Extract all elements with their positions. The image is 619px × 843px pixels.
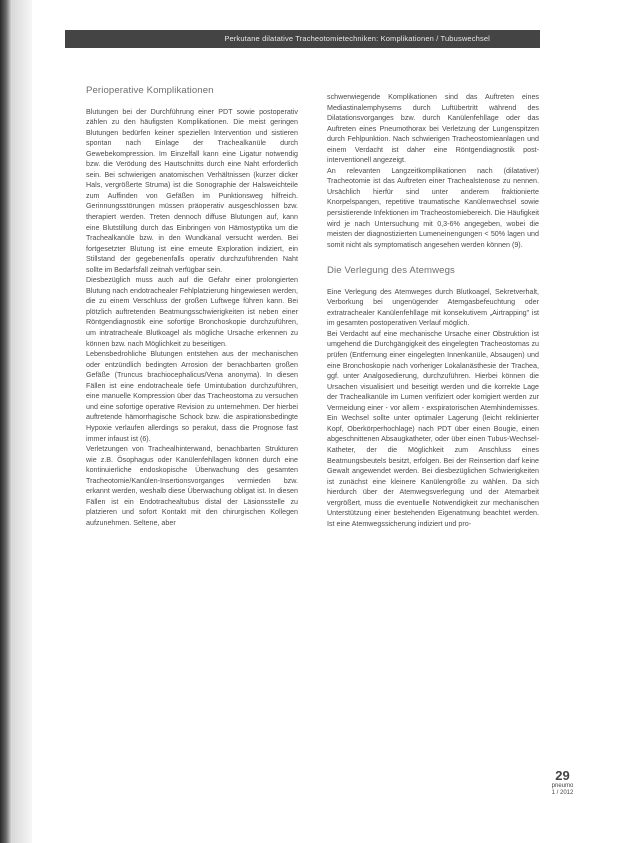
paragraph: Verletzungen von Trachealhinterwand, benachbarten Strukturen wie z.B. Ösophagus oder Kanülenfehllagen können durch eine kontinuierliche endoskopische Überwachung des gesamten Tracheotomie/Kanülen-Insertionsvorganges vermieden bzw. erkannt werden, weshalb diese Überwachung obligat ist. In diesen Fällen ist ein Endotrachealtubus distal der Läsionsstelle zu platzieren und sofort Kontakt mit den chirurgischen Kollegen aufzunehmen. Seltene, aber	[86, 445, 298, 527]
scan-shadow-left	[0, 0, 12, 843]
issue-number: 1 / 2012	[551, 790, 574, 796]
section-title-airway: Die Verlegung des Atemwegs	[327, 265, 455, 277]
scan-shadow-left-fade	[12, 0, 32, 843]
page-number: 29	[555, 768, 570, 783]
left-column	[86, 86, 298, 528]
paragraph: Bei Verdacht auf eine mechanische Ursache einer Obstruktion ist umgehend die Durchgängigkeit des eingelegten Tracheostomas zu prüfen (Entfernung einer eingelegten Innenkanüle, Absaugen) und eine Bronchoskopie nach vorheriger Lokalanästhesie der Trachea, ggf. unter Analgosedierung, durchzuführen. Hierbei können die Ursachen visualisiert und beseitigt werden und die korrekte Lage der Trachealkanüle im Lumen verifiziert oder korrigiert werden zur Vermeidung einer - vor allem - exspiratorischen Atemhindernisses. Ein Wechsel sollte unter optimaler Lagerung (leicht reklinierter Kopf, Oberkörperhochlage) nach PDT über einen Bougie, einen abgeschnittenen Absaugkatheter, oder über einen Tubus-Wechsel-Katheter, der die Möglichkeit zum Anschluss eines Beatmungsbeutels besitzt, erfolgen. Bei der Reinsertion darf keine Gewalt angewendet werden. Bei diesbezüglichen Schwierigkeiten ist zunächst eine kleinere Kanülengröße zu wählen. Da sich hierdurch über der Atemwegsverlegung und der Atemarbeit vergrößert, muss die eventuelle Notwendigkeit zur mechanischen Unterstützung einer bestehenden Eigenatmung beachtet werden. Ist eine Atemwegssicherung indiziert und pro-	[327, 329, 539, 528]
running-header-title: Perkutane dilatative Tracheotomietechniken: Komplikationen / Tubuswechsel	[224, 34, 490, 43]
paragraph: schwerwiegende Komplikationen sind das Auftreten eines Mediastinalemphysems durch Luftübertritt während des Dilatationsvorganges bzw. durch Kanülenfehllage oder das Auftreten eines Pneumothorax bei Verletzung der Lungenspitzen durch Fehlpunktion. Nach schwierigen Tracheostomieanlagen und einem Verdacht ist daher eine Röntgendiagnostik post-interventionell angezeigt.	[327, 93, 539, 165]
section-title-perioperative: Perioperative Komplikationen	[86, 85, 214, 96]
paragraph: Lebensbedrohliche Blutungen entstehen aus der mechanischen oder entzündlich bedingten Arrosion der benachbarten großen Gefäße (Truncus brachiocephalicus/Vena anonyma). In diesen Fällen ist eine endotracheale tiefe Umintubation durchzuführen, eine manuelle Kompression über das Tracheostoma zu versuchen und eine sofortige operative Revision zu unternehmen. Der hierbei auftretende hämorrhagische Schock bzw. die aspirationsbedingte Hypoxie verlaufen allerdings so perakut, dass die Prognose fast immer infaust ist (6).	[86, 350, 298, 443]
paragraph: Blutungen bei der Durchführung einer PDT sowie postoperativ zählen zu den häufigsten Komplikationen. Die meist geringen Blutungen bedürfen keiner speziellen Intervention und sistieren spontan nach Einlage der Trachealkanüle durch Gewebekompression. Im Einzelfall kann eine Ligatur notwendig bzw. die Verödung des Hautschnitts durch eine Naht erforderlich sein. Bei schwierigen anatomischen Verhältnissen (kurzer dicker Hals, vergrößerte Struma) ist die Sonographie der Halsweichteile zum Auffinden von Gefäßen im Punktionsweg hilfreich. Gerinnungsstörungen müssen präoperativ ausgeschlossen bzw. therapiert werden. Treten dennoch diffuse Blutungen auf, kann eine Blutstillung durch das Einbringen von Hämostyptika um die Trachealkanüle bzw. in den Wundkanal versucht werden. Bei fortgesetzter Blutung ist eine erneute Exploration indiziert, ein Stillstand der gegebenenfalls operativ durchzuführenden Naht sollte im Bedarfsfall zeitnah verfügbar sein.	[86, 107, 298, 274]
running-header	[65, 30, 540, 48]
right-column	[327, 92, 539, 529]
paragraph: Diesbezüglich muss auch auf die Gefahr einer prolongierten Blutung nach endotrachealer Fehlplatzierung hingewiesen werden, die zu einem Verschluss der großen Luftwege führen kann. Bei plötzlich auftretenden Beatmungsschwierigkeiten ist neben einer Röntgendiagnostik eine sofortige Bronchoskopie durchzuführen, um intratracheale Blutkoagel als mögliche Ursache erkennen zu können bzw. nach Möglichkeit zu beseitigen.	[86, 276, 298, 348]
paragraph: An relevanten Langzeitkomplikationen nach (dilatativer) Tracheotomie ist das Auftreten einer Trachealstenose zu nennen. Ursächlich hierfür sind unter anderem fraktionierte Knorpelspangen, repetitive traumatische Kanülenwechsel sowie persistierende Infektionen im Tracheostomiebereich. Die Häufigkeit wird je nach Untersuchung mit 0,3-6% angegeben, wobei die meisten der diagnostizierten Lumeneinengungen < 50% lagen und somit nicht als symptomatisch angesehen werden können (9).	[327, 166, 539, 249]
page-info	[540, 768, 585, 797]
journal-name: pneumo	[551, 783, 574, 789]
paragraph: Eine Verlegung des Atemweges durch Blutkoagel, Sekretverhalt, Verborkung bei ungenügender Atemgasbefeuchtung oder extratrachealer Kanülenfehllage mit konsekutivem „Airtrapping" ist im gesamten postoperativen Verlauf möglich.	[327, 287, 539, 328]
